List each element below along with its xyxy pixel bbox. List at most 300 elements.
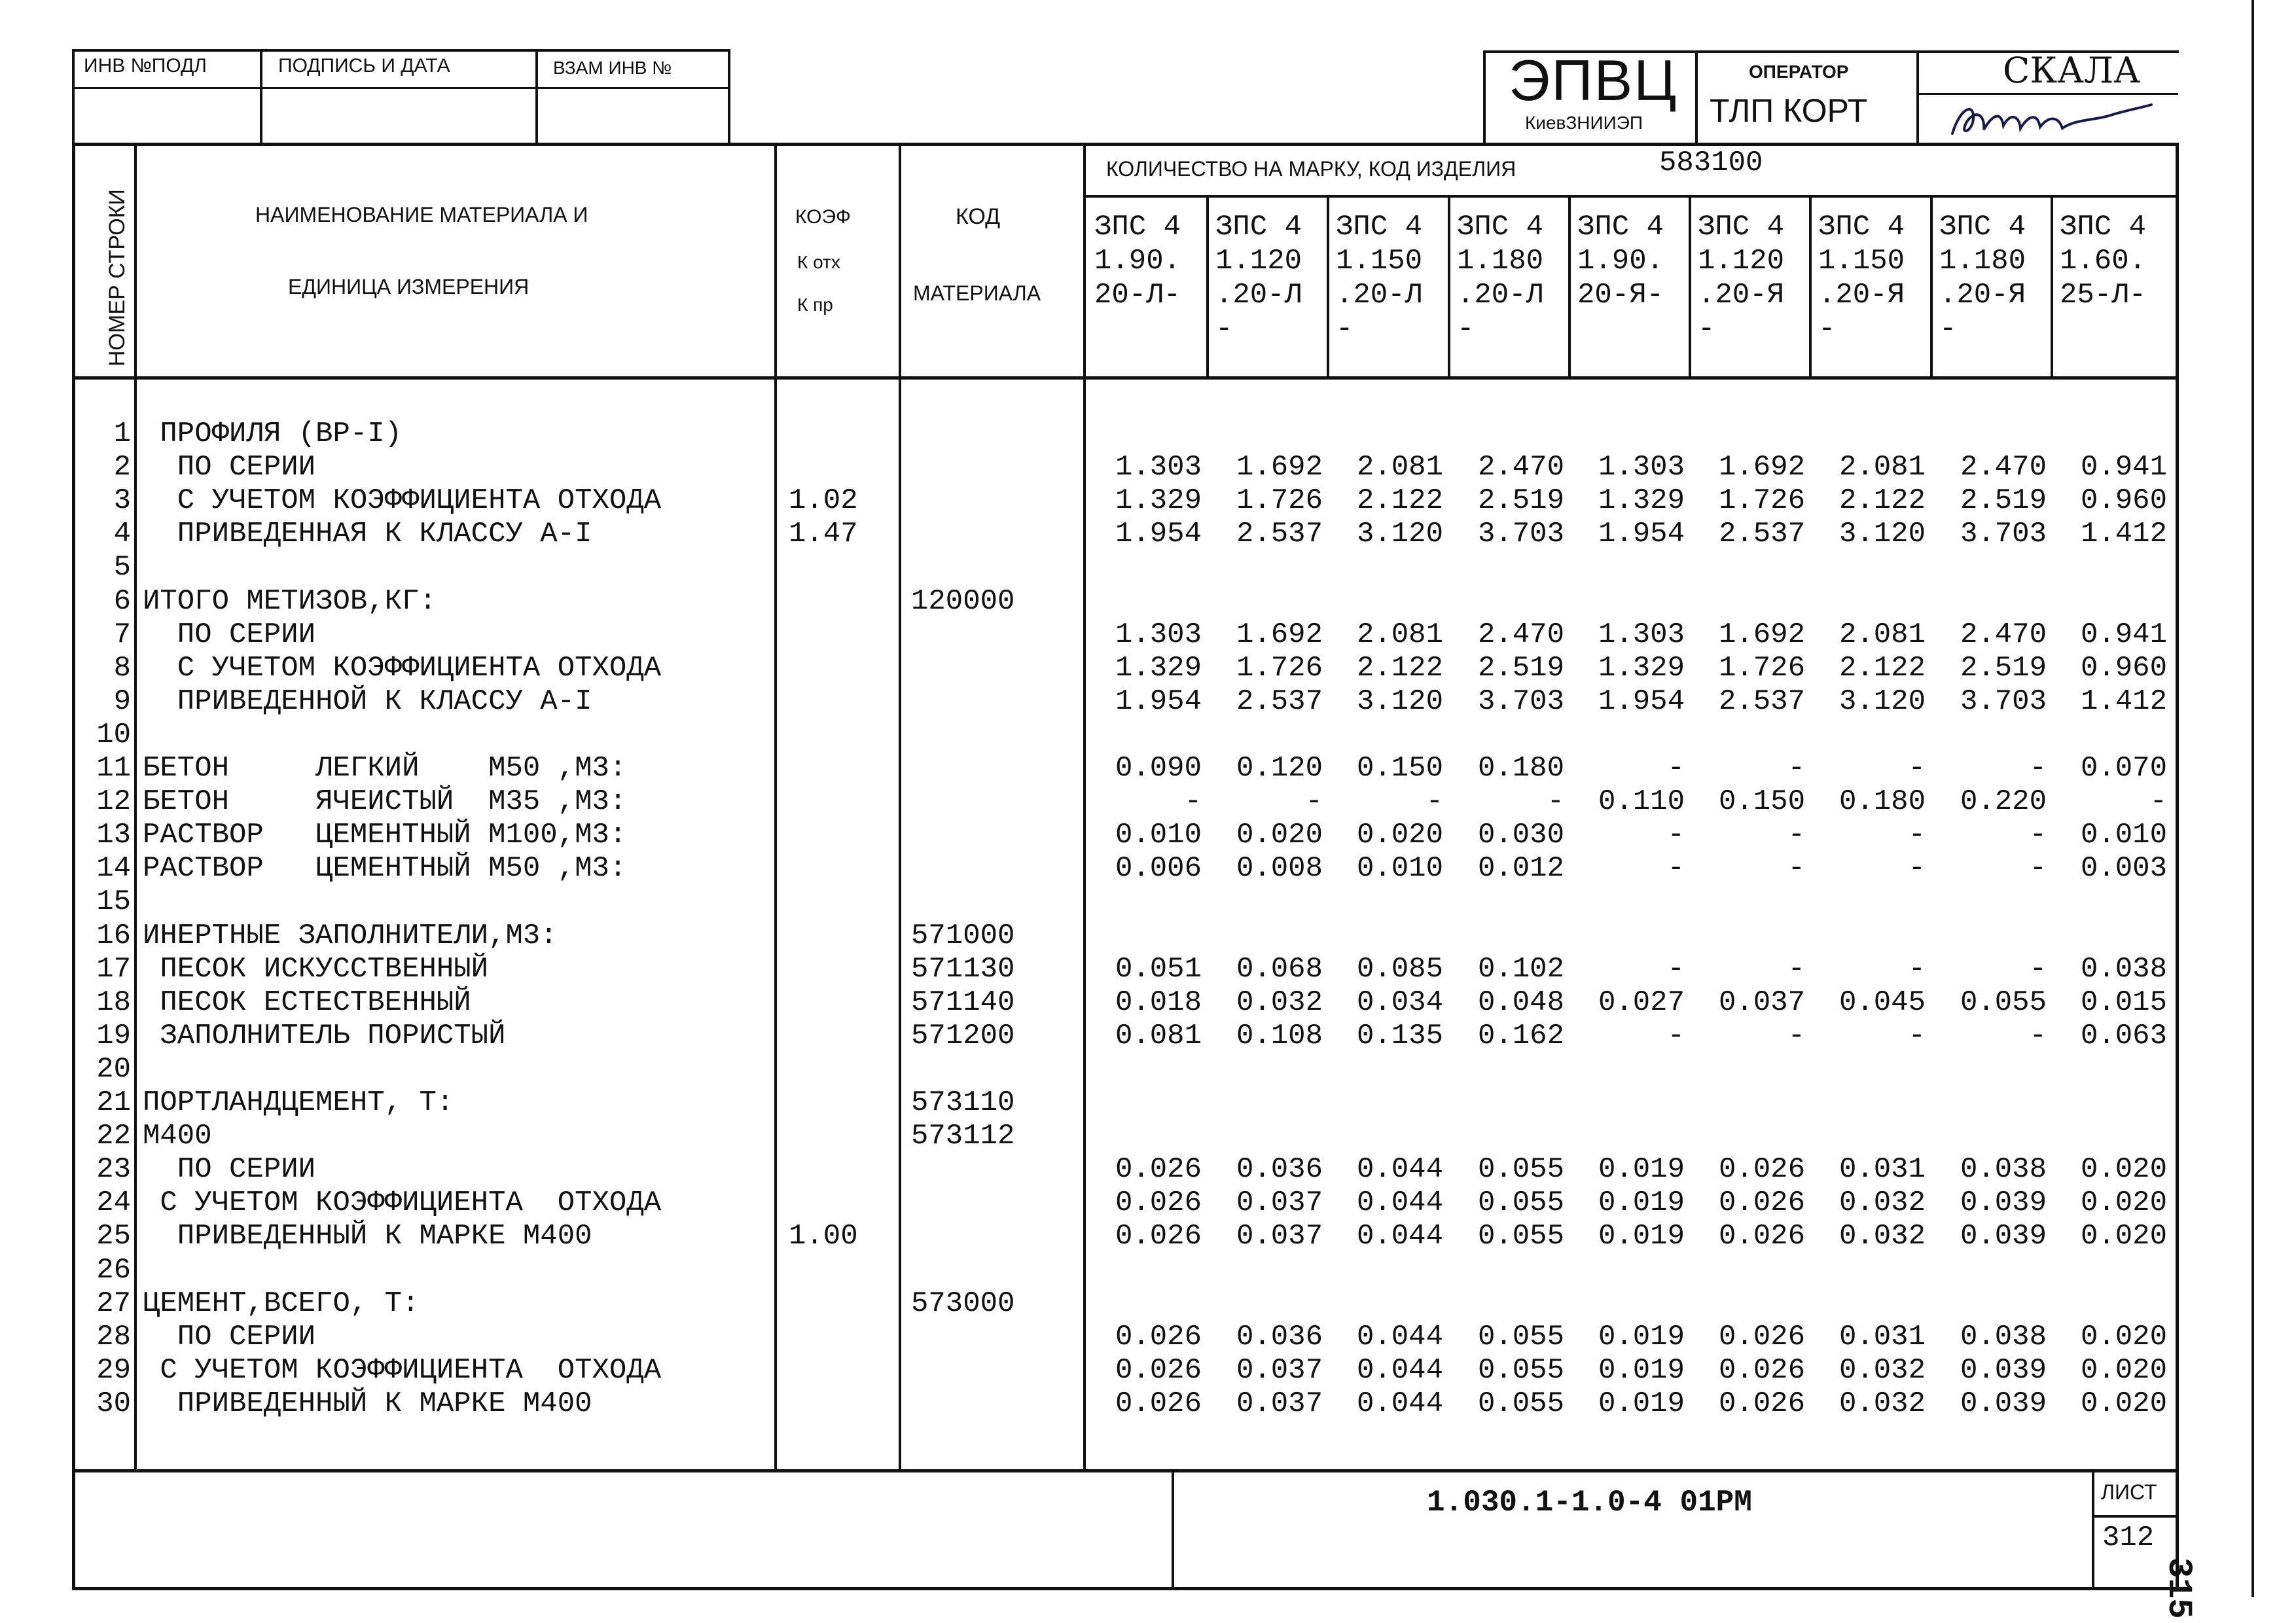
quantity-cell: 0.055 (1477, 1387, 1564, 1420)
quantity-cell: - (1426, 785, 1443, 819)
quantity-cell: - (1787, 952, 1805, 986)
quantity-cell: 0.102 (1477, 952, 1564, 986)
quantity-cell: - (1787, 819, 1805, 852)
qty-header-label: КОЛИЧЕСТВО НА МАРКУ, КОД ИЗДЕЛИЯ (1106, 157, 1516, 181)
qty-header-line (1085, 195, 2179, 198)
row-number: 23 (96, 1153, 131, 1186)
material-name: ИТОГО МЕТИЗОВ,КГ: (143, 584, 437, 618)
quantity-cell: - (1667, 952, 1685, 986)
product-col-line (2051, 196, 2053, 378)
material-name: ПРИВЕДЕННАЯ К КЛАССУ А-I (143, 518, 592, 551)
quantity-cell: 0.036 (1236, 1153, 1323, 1186)
quantity-cell: 0.008 (1236, 852, 1323, 885)
frame-bottom (72, 1587, 2179, 1590)
quantity-cell: 0.108 (1236, 1019, 1323, 1052)
product-col-header-line: ЗПС 4 (1215, 211, 1302, 243)
row-number: 10 (96, 718, 131, 751)
sheet-label: ЛИСТ (2101, 1480, 2157, 1504)
quantity-cell: 1.329 (1115, 484, 1202, 518)
quantity-cell: 0.020 (2080, 1153, 2167, 1186)
quantity-cell: 0.081 (1115, 1019, 1202, 1052)
material-name: ПО СЕРИИ (143, 618, 316, 651)
quantity-cell: 0.010 (2080, 819, 2167, 852)
quantity-cell: 0.020 (2080, 1353, 2167, 1387)
quantity-cell: 0.044 (1356, 1320, 1443, 1353)
row-number: 28 (96, 1320, 131, 1353)
quantity-cell: 0.180 (1839, 785, 1926, 819)
quantity-cell: 0.037 (1236, 1353, 1323, 1387)
quantity-cell: 2.122 (1839, 651, 1926, 685)
quantity-cell: 3.703 (1477, 518, 1564, 551)
row-number: 16 (96, 919, 131, 952)
quantity-cell: 2.537 (1236, 685, 1323, 718)
material-name: ПО СЕРИИ (143, 1153, 316, 1186)
row-number: 13 (96, 819, 131, 852)
quantity-cell: 0.031 (1839, 1320, 1926, 1353)
operator-signature (1947, 96, 2157, 143)
row-number: 11 (96, 752, 131, 785)
row-number: 26 (96, 1253, 131, 1287)
row-number: 25 (96, 1220, 131, 1253)
quantity-cell: 2.470 (1960, 618, 2047, 651)
stamp-div2 (535, 49, 538, 144)
quantity-cell: 0.063 (2080, 1019, 2167, 1052)
row-number: 19 (96, 1019, 131, 1052)
quantity-cell: 0.036 (1236, 1320, 1323, 1353)
quantity-cell: - (1667, 819, 1685, 852)
quantity-cell: 1.954 (1115, 518, 1202, 551)
quantity-cell: 0.135 (1356, 1019, 1443, 1052)
product-col-header-line: 1.150 (1818, 245, 1905, 277)
product-col-header-line: 1.120 (1698, 245, 1785, 277)
quantity-cell: 0.038 (2080, 952, 2167, 986)
code-header-line2: МАТЕРИАЛА (913, 281, 1041, 305)
quantity-cell: - (1787, 852, 1805, 885)
product-col-line (1568, 196, 1571, 378)
quantity-cell: 3.120 (1356, 685, 1443, 718)
quantity-cell: 0.070 (2080, 752, 2167, 785)
operator-label: ОПЕРАТОР (1749, 62, 1849, 82)
material-name: ПЕСОК ЕСТЕСТВЕННЫЙ (143, 986, 471, 1019)
product-col-line (1327, 196, 1329, 378)
material-name: ПО СЕРИИ (143, 1320, 316, 1353)
material-name: БЕТОН ЛЕГКИЙ М50 ,М3: (143, 752, 627, 785)
row-number: 18 (96, 986, 131, 1019)
quantity-cell: 1.303 (1598, 451, 1685, 484)
quantity-cell: 1.726 (1718, 651, 1805, 685)
stamp-sign-date-label: ПОДПИСЬ И ДАТА (278, 55, 450, 77)
quantity-cell: 2.537 (1718, 685, 1805, 718)
material-name: ЦЕМЕНТ,ВСЕГО, Т: (143, 1287, 420, 1320)
stamp-top (72, 49, 730, 52)
product-col-header-line: 20-Л- (1094, 279, 1181, 312)
quantity-cell: 0.150 (1356, 752, 1443, 785)
quantity-cell: - (1667, 752, 1685, 785)
material-name: С УЧЕТОМ КОЭФФИЦИЕНТА ОТХОДА (143, 1353, 662, 1387)
material-name: ПЕСОК ИСКУССТВЕННЫЙ (143, 952, 489, 986)
quantity-cell: 2.122 (1356, 651, 1443, 685)
code-header-line1: КОД (956, 204, 1001, 229)
quantity-cell: 1.726 (1236, 651, 1323, 685)
product-col-header-line: 1.180 (1457, 245, 1544, 277)
product-col-header-line: 1.90. (1577, 245, 1664, 277)
material-code: 571140 (911, 986, 1015, 1019)
quantity-cell: 0.032 (1839, 1220, 1926, 1253)
material-name: С УЧЕТОМ КОЭФФИЦИЕНТА ОТХОДА (143, 484, 662, 518)
product-col-header-line: .20-Я (1818, 279, 1905, 312)
quantity-cell: 0.027 (1598, 986, 1685, 1019)
material-name: ПРИВЕДЕННОЙ К КЛАССУ А-I (143, 685, 592, 718)
stamp-div1 (260, 49, 262, 144)
row-number: 6 (113, 584, 131, 618)
quantity-cell: 0.026 (1115, 1387, 1202, 1420)
row-number: 4 (113, 518, 131, 551)
row-number: 8 (113, 651, 131, 685)
quantity-cell: 0.048 (1477, 986, 1564, 1019)
quantity-cell: 1.726 (1718, 484, 1805, 518)
quantity-cell: - (2029, 752, 2047, 785)
margin-page-number: 315 (2159, 1558, 2198, 1619)
quantity-cell: 1.726 (1236, 484, 1323, 518)
header-bottom-line (72, 376, 2179, 380)
quantity-cell: 0.055 (1477, 1153, 1564, 1186)
quantity-cell: 2.470 (1477, 618, 1564, 651)
product-col-line (1448, 196, 1450, 378)
quantity-cell: - (1908, 1019, 1926, 1052)
quantity-cell: 0.180 (1477, 752, 1564, 785)
quantity-cell: - (1667, 1019, 1685, 1052)
quantity-cell: 0.162 (1477, 1019, 1564, 1052)
row-number: 3 (113, 484, 131, 518)
product-col-header-line: ЗПС 4 (1457, 211, 1544, 243)
table-bottom-line (72, 1469, 2179, 1472)
quantity-cell: 0.026 (1718, 1387, 1805, 1420)
material-code: 120000 (911, 584, 1015, 618)
quantity-cell: 0.941 (2080, 451, 2167, 484)
quantity-cell: 0.960 (2080, 651, 2167, 685)
quantity-cell: - (1184, 785, 1202, 819)
quantity-cell: 0.039 (1960, 1353, 2047, 1387)
material-name: ПО СЕРИИ (143, 451, 316, 484)
material-name: БЕТОН ЯЧЕИСТЫЙ М35 ,М3: (143, 785, 627, 819)
quantity-cell: 1.692 (1236, 618, 1323, 651)
footer-sheet-v (2092, 1471, 2094, 1589)
quantity-cell: 0.020 (1236, 819, 1323, 852)
footer-sheet-h (2092, 1515, 2177, 1518)
quantity-cell: 0.068 (1236, 952, 1323, 986)
row-number: 29 (96, 1353, 131, 1387)
quantity-cell: 0.018 (1115, 986, 1202, 1019)
quantity-cell: 1.412 (2080, 685, 2167, 718)
quantity-cell: 0.026 (1115, 1353, 1202, 1387)
product-col-line (1809, 196, 1812, 378)
material-name: РАСТВОР ЦЕМЕНТНЫЙ М50 ,М3: (143, 852, 627, 885)
product-col-header-line: .20-Л (1336, 279, 1423, 312)
quantity-cell: 0.150 (1718, 785, 1805, 819)
row-number: 15 (96, 885, 131, 919)
row-number: 2 (113, 451, 131, 484)
quantity-cell: 0.032 (1839, 1186, 1926, 1220)
frame-right (2176, 143, 2179, 1590)
quantity-cell: 0.110 (1598, 785, 1685, 819)
quantity-cell: 0.044 (1356, 1186, 1443, 1220)
product-col-header-line: 1.60. (2060, 245, 2147, 277)
quantity-cell: 0.020 (2080, 1320, 2167, 1353)
quantity-cell: 1.329 (1598, 484, 1685, 518)
system-name: СКАЛА (2003, 50, 2140, 91)
material-code: 573112 (911, 1120, 1015, 1153)
quantity-cell: - (1908, 752, 1926, 785)
quantity-cell: - (1908, 852, 1926, 885)
row-number: 12 (96, 785, 131, 819)
row-number: 17 (96, 952, 131, 986)
row-number: 24 (96, 1186, 131, 1220)
quantity-cell: 2.519 (1960, 651, 2047, 685)
product-col-header-line: ЗПС 4 (1336, 211, 1423, 243)
product-col-header-line: 20-Я- (1577, 279, 1664, 312)
row-number: 1 (113, 418, 131, 450)
product-col-line (1206, 196, 1209, 378)
quantity-cell: 0.019 (1598, 1153, 1685, 1186)
product-col-header-line: .20-Я (1698, 279, 1785, 312)
quantity-cell: 0.020 (2080, 1186, 2167, 1220)
row-number: 7 (113, 618, 131, 651)
product-col-header-line: - (1939, 313, 1957, 346)
quantity-cell: 0.006 (1115, 852, 1202, 885)
org-code: ЭПВЦ (1509, 48, 1678, 113)
quantity-cell: 0.026 (1718, 1220, 1805, 1253)
tb-div1 (1695, 50, 1698, 145)
product-col-header-line: 1.120 (1215, 245, 1302, 277)
quantity-cell: 3.120 (1839, 685, 1926, 718)
quantity-cell: 0.941 (2080, 618, 2167, 651)
quantity-cell: 1.692 (1718, 451, 1805, 484)
quantity-cell: 2.470 (1477, 451, 1564, 484)
product-col-line (1930, 196, 1933, 378)
material-name: ПОРТЛАНДЦЕМЕНТ, Т: (143, 1086, 454, 1119)
product-col-header-line: .20-Л (1215, 279, 1302, 312)
quantity-cell: 0.044 (1356, 1387, 1443, 1420)
quantity-cell: 0.031 (1839, 1153, 1926, 1186)
product-col-header-line: 1.150 (1336, 245, 1423, 277)
product-col-header-line: 25-Л- (2060, 279, 2147, 312)
quantity-cell: 3.703 (1477, 685, 1564, 718)
quantity-cell: 0.055 (1477, 1186, 1564, 1220)
quantity-cell: 0.960 (2080, 484, 2167, 518)
quantity-cell: 0.044 (1356, 1353, 1443, 1387)
tb-mid-right (1916, 93, 2178, 95)
quantity-cell: 0.055 (1477, 1353, 1564, 1387)
material-code: 571130 (911, 952, 1015, 986)
quantity-cell: 1.303 (1115, 618, 1202, 651)
quantity-cell: 1.954 (1115, 685, 1202, 718)
stamp-inv-label: ИНВ №ПОДЛ (84, 55, 207, 77)
quantity-cell: 0.044 (1356, 1153, 1443, 1186)
material-name: ИНЕРТНЫЕ ЗАПОЛНИТЕЛИ,М3: (143, 919, 558, 952)
product-col-header-line: - (1818, 313, 1836, 346)
product-col-line (1689, 196, 1691, 378)
quantity-cell: 0.020 (2080, 1220, 2167, 1253)
quantity-cell: 0.037 (1236, 1387, 1323, 1420)
quantity-cell: 0.020 (2080, 1387, 2167, 1420)
quantity-cell: 0.034 (1356, 986, 1443, 1019)
quantity-cell: 0.051 (1115, 952, 1202, 986)
quantity-cell: 1.412 (2080, 518, 2167, 551)
name-header-line2: ЕДИНИЦА ИЗМЕРЕНИЯ (288, 275, 529, 298)
material-code: 571200 (911, 1019, 1015, 1052)
quantity-cell: 0.026 (1115, 1186, 1202, 1220)
row-number: 30 (96, 1387, 131, 1420)
row-number: 22 (96, 1120, 131, 1153)
frame-left (72, 143, 75, 1590)
quantity-cell: 2.519 (1960, 484, 2047, 518)
quantity-cell: 0.012 (1477, 852, 1564, 885)
quantity-cell: 0.038 (1960, 1320, 2047, 1353)
quantity-cell: 1.303 (1115, 451, 1202, 484)
material-code: 571000 (911, 919, 1015, 952)
quantity-cell: 3.120 (1356, 518, 1443, 551)
material-name: С УЧЕТОМ КОЭФФИЦИЕНТА ОТХОДА (143, 651, 662, 685)
col-line-name (774, 143, 777, 1471)
quantity-cell: 3.120 (1839, 518, 1926, 551)
coef-header-line1: КОЭФ (795, 206, 851, 228)
quantity-cell: - (1908, 819, 1926, 852)
product-col-header-line: - (1698, 313, 1715, 346)
quantity-cell: - (1547, 785, 1564, 819)
row-number-header: НОМЕР СТРОКИ (105, 189, 130, 366)
quantity-cell: 0.032 (1236, 986, 1323, 1019)
row-number: 27 (96, 1287, 131, 1320)
row-number: 14 (96, 852, 131, 885)
quantity-cell: 1.329 (1115, 651, 1202, 685)
coef-header-line2: К отх (797, 252, 840, 272)
sheet-edge-line (2251, 0, 2254, 1597)
product-col-header-line: ЗПС 4 (1577, 211, 1664, 243)
material-name: РАСТВОР ЦЕМЕНТНЫЙ М100,М3: (143, 819, 627, 852)
quantity-cell: 2.537 (1236, 518, 1323, 551)
product-col-header-line: - (1336, 313, 1354, 346)
product-col-header-line: - (1215, 313, 1233, 346)
quantity-cell: 0.026 (1718, 1353, 1805, 1387)
quantity-cell: 2.122 (1839, 484, 1926, 518)
quantity-cell: 2.081 (1839, 618, 1926, 651)
quantity-cell: 0.026 (1115, 1153, 1202, 1186)
product-col-header-line: - (1457, 313, 1475, 346)
product-col-header-line: .20-Л (1457, 279, 1544, 312)
material-name: ПРИВЕДЕННЫЙ К МАРКЕ М400 (143, 1387, 592, 1420)
quantity-cell: - (1908, 952, 1926, 986)
row-number: 9 (113, 685, 131, 718)
quantity-cell: 2.081 (1356, 618, 1443, 651)
quantity-cell: 0.030 (1477, 819, 1564, 852)
quantity-cell: 0.120 (1236, 752, 1323, 785)
quantity-cell: 2.470 (1960, 451, 2047, 484)
quantity-cell: 0.010 (1356, 852, 1443, 885)
frame-top (72, 143, 2179, 146)
material-name: ПРИВЕДЕННЫЙ К МАРКЕ М400 (143, 1220, 592, 1253)
stamp-left (72, 49, 75, 144)
stamp-mid (72, 87, 730, 89)
quantity-cell: 0.037 (1236, 1220, 1323, 1253)
coefficient: 1.47 (789, 518, 858, 551)
quantity-cell: 0.055 (1477, 1220, 1564, 1253)
material-code: 573000 (911, 1287, 1015, 1320)
quantity-cell: 1.954 (1598, 685, 1685, 718)
quantity-cell: 2.537 (1718, 518, 1805, 551)
quantity-cell: 0.039 (1960, 1186, 2047, 1220)
quantity-cell: 0.026 (1718, 1186, 1805, 1220)
quantity-cell: 0.039 (1960, 1387, 2047, 1420)
quantity-cell: 2.081 (1356, 451, 1443, 484)
quantity-cell: 2.519 (1477, 651, 1564, 685)
quantity-cell: 1.303 (1598, 618, 1685, 651)
quantity-cell: - (2029, 1019, 2047, 1052)
quantity-cell: 2.519 (1477, 484, 1564, 518)
quantity-cell: 0.020 (1356, 819, 1443, 852)
product-col-header-line: ЗПС 4 (1939, 211, 2026, 243)
quantity-cell: - (1787, 752, 1805, 785)
product-col-header-line: 1.180 (1939, 245, 2026, 277)
quantity-cell: 0.055 (1960, 986, 2047, 1019)
quantity-cell: 0.019 (1598, 1353, 1685, 1387)
quantity-cell: - (2029, 819, 2047, 852)
quantity-cell: 0.039 (1960, 1220, 2047, 1253)
product-col-header-line: ЗПС 4 (1818, 211, 1905, 243)
row-number: 5 (113, 551, 131, 584)
quantity-cell: 0.026 (1718, 1153, 1805, 1186)
row-number: 20 (96, 1052, 131, 1086)
quantity-cell: 0.032 (1839, 1387, 1926, 1420)
quantity-cell: 0.019 (1598, 1220, 1685, 1253)
quantity-cell: - (2029, 952, 2047, 986)
quantity-cell: 0.026 (1115, 1220, 1202, 1253)
quantity-cell: 0.019 (1598, 1387, 1685, 1420)
quantity-cell: - (1667, 852, 1685, 885)
document-code: 1.030.1-1.0-4 01РМ (1427, 1486, 1752, 1520)
quantity-cell: 0.220 (1960, 785, 2047, 819)
quantity-cell: 0.026 (1718, 1320, 1805, 1353)
quantity-cell: 2.122 (1356, 484, 1443, 518)
quantity-cell: 1.692 (1236, 451, 1323, 484)
quantity-cell: 1.954 (1598, 518, 1685, 551)
material-name: ЗАПОЛНИТЕЛЬ ПОРИСТЫЙ (143, 1019, 506, 1052)
quantity-cell: 0.090 (1115, 752, 1202, 785)
coefficient: 1.02 (789, 484, 858, 518)
footer-divider-v (1172, 1471, 1174, 1589)
col-line-rowno (134, 143, 137, 1471)
product-col-header-line: 1.90. (1094, 245, 1181, 277)
quantity-cell: 0.003 (2080, 852, 2167, 885)
quantity-cell: 0.010 (1115, 819, 1202, 852)
quantity-cell: 0.055 (1477, 1320, 1564, 1353)
tb-div2 (1916, 50, 1919, 145)
operator-value: ТЛП КОРТ (1710, 92, 1868, 129)
quantity-cell: 0.037 (1718, 986, 1805, 1019)
coefficient: 1.00 (789, 1220, 858, 1253)
quantity-cell: 0.032 (1839, 1353, 1926, 1387)
quantity-cell: 1.329 (1598, 651, 1685, 685)
product-code: 583100 (1659, 147, 1763, 179)
material-code: 573110 (911, 1086, 1015, 1119)
quantity-cell: 0.085 (1356, 952, 1443, 986)
quantity-cell: - (2149, 785, 2167, 819)
stamp-right (728, 49, 730, 144)
product-col-header-line: ЗПС 4 (1698, 211, 1785, 243)
quantity-cell: - (2029, 852, 2047, 885)
coef-header-line3: К пр (797, 294, 833, 315)
org-name: КиевЗНИИЭП (1525, 113, 1643, 133)
quantity-cell: 0.015 (2080, 986, 2167, 1019)
